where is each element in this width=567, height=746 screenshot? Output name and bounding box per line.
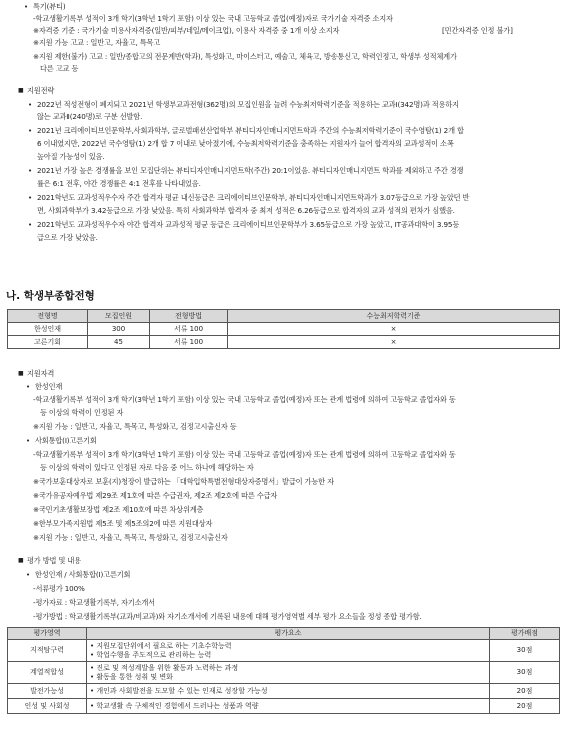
paragraph-line: ※지원 가능 : 일반고, 자율고, 특목고, 특성화고, 검정고시출신자 xyxy=(33,533,228,542)
table-row xyxy=(8,640,560,662)
table-header-row xyxy=(8,628,560,640)
square-bullet-icon: ■ xyxy=(18,557,24,564)
square-bullet-icon: ■ xyxy=(18,87,24,94)
paragraph-line: ※국가유공자예우법 제29조 제1호에 따른 수급권자, 제2조 제2호에 따른 수급자 xyxy=(33,491,278,500)
table-header-cell: 전형명 xyxy=(8,310,88,323)
table-header-cell: 평가요소 xyxy=(87,628,490,640)
subsection-title: 한성인재 xyxy=(35,382,63,391)
table-cell: 45 xyxy=(88,336,150,349)
paragraph-line: 면, 사회과학부가 3.42등급으로 가장 낮았음. 특히 사회과학부 합격자 중 최저 성적은 6.26등급으로 합격자의 교과 성적의 편차가 심했음. xyxy=(37,206,455,215)
table-header-row xyxy=(8,310,560,323)
paragraph-line: 급으로 가장 낮았음. xyxy=(37,233,98,242)
paragraph-line: 률은 6:1 전후, 야간 경쟁률은 4:1 전후를 나타내었음. xyxy=(37,179,201,188)
section-strategy-title: 지원전략 xyxy=(27,86,55,95)
paragraph-line: ※국가보훈대상자로 보훈(지)청장이 발급하는 「대학입학특별전형대상자증명서」발급이 가능한 자 xyxy=(33,477,334,486)
table-cell: 300 xyxy=(88,323,150,336)
list-item: • 활동을 통한 성취 및 변화 xyxy=(90,672,173,681)
table-row xyxy=(8,699,560,714)
paragraph-line: ※지원 가능 : 일반고, 자율고, 특목고, 특성화고, 검정고시출신자 등 xyxy=(33,422,237,431)
paragraph-line: [민간자격증 인정 불가] xyxy=(442,26,513,35)
evaluation-table xyxy=(7,627,560,714)
paragraph-line: -학교생활기록부 성적이 3개 학기(3학년 1학기 포함) 이상 있는 국내 고등학교 졸업(예정)자로 국가기술 자격증 소지자 xyxy=(33,14,393,23)
paragraph-line: ※자격증 기준 : 국가기술 미용사자격증(일반/피부/네일/메이크업), 이용사 자격증 중 1개 이상 소지자 xyxy=(33,26,340,35)
paragraph-line: 2021학년도 교과성적우수자 야간 합격자 교과성적 평균 등급은 크리에이티브인문학부가 3.65등급으로 가장 높았고, IT공과대학이 3.95등 xyxy=(37,220,460,229)
bullet-icon: • xyxy=(26,571,31,579)
table-row xyxy=(8,336,560,349)
square-bullet-icon: ■ xyxy=(18,370,24,377)
table-row xyxy=(8,323,560,336)
bullet-icon: • xyxy=(28,127,33,135)
table-cell: 30점 xyxy=(490,662,560,684)
bullet-icon: • xyxy=(26,437,31,445)
paragraph-line: 등 이상의 학력이 인정된 자 xyxy=(40,408,124,417)
bullet-icon: • xyxy=(28,101,33,109)
paragraph-line: 2022년 적성전형이 폐지되고 2021년 학생부교과전형(362명)의 모집인원을 늘려 수능최저학력기준을 적용하는 교과Ⅰ(342명)과 적용하지 xyxy=(37,100,459,109)
table-cell: 서류 100 xyxy=(150,323,228,336)
table-cell: 30점 xyxy=(490,640,560,662)
section-heading: 나. 학생부종합전형 xyxy=(6,290,95,302)
paragraph-line: 6 이내였지만, 2022년 국수영탐(1) 2개 합 7 이내로 낮아졌기에, 수능최저학력기준을 충족하는 지원자가 늘어 합격자의 교과성적이 소폭 xyxy=(37,139,454,148)
paragraph-line: -학교생활기록부 성적이 3개 학기(3학년 1학기 포함) 이상 있는 국내 고등학교 졸업(예정)자 또는 관계 법령에 의하여 고등학교 졸업자와 동 xyxy=(33,395,456,404)
table-cell: 인성 및 사회성 xyxy=(8,699,87,714)
paragraph-line: ※국민기초생활보장법 제2조 제10호에 따른 차상위계층 xyxy=(33,505,204,514)
paragraph-line: -평가방법 : 학교생활기록부(교과/비교과)와 자기소개서에 기록된 내용에 대해 평가영역별 세부 평가 요소들을 정성 종합 평가함. xyxy=(33,612,422,621)
paragraph-line: 높아질 가능성이 있음. xyxy=(37,152,105,161)
table-header-cell: 평가배점 xyxy=(490,628,560,640)
paragraph-line: -서류평가 100% xyxy=(33,584,85,593)
section-eligibility-title: 지원자격 xyxy=(27,369,55,378)
paragraph-line: 2021년 크리에이티브인문학부,사회과학부, 글로벌패션산업학부 뷰티디자인매니지먼트학과 주간의 수능최저학력기준이 국수영탐(1) 2개 합 xyxy=(37,126,464,135)
table-cell: 발전가능성 xyxy=(8,684,87,699)
table-cell: • 개인과 사회발전을 도모할 수 있는 인재로 성장할 가능성 xyxy=(87,684,490,699)
table-cell: 한성인재 xyxy=(8,323,88,336)
bullet-icon: • xyxy=(26,383,31,391)
admission-table xyxy=(7,309,560,349)
section-talent-beauty-title: 특기(뷰티) xyxy=(33,2,66,11)
paragraph-line: ※지원 가능 고교 : 일반고, 자율고, 특목고 xyxy=(33,38,161,47)
paragraph-line: ※지원 제한(불가) 고교 : 일반/종합고의 전문계반(학과), 특성화고, 마이스터고, 예술고, 체육고, 방송통신고, 학력인정고, 학생부 성적체계가 xyxy=(33,52,457,61)
table-cell xyxy=(87,640,490,662)
table-cell xyxy=(87,662,490,684)
paragraph-line: 않는 교과Ⅱ(240명)로 구분 선발함. xyxy=(37,112,143,121)
bullet-icon: • xyxy=(28,194,33,202)
section-evaluation-title: 평가 방법 및 내용 xyxy=(27,556,81,565)
table-cell: 20점 xyxy=(490,699,560,714)
bullet-icon: • xyxy=(28,221,33,229)
table-cell: × xyxy=(228,336,560,349)
paragraph-line: -평가자료 : 학교생활기록부, 자기소개서 xyxy=(33,598,155,607)
table-header-cell: 수능최저학력기준 xyxy=(228,310,560,323)
table-row xyxy=(8,662,560,684)
bullet-icon: • xyxy=(24,3,29,11)
list-item: • 학업수행을 주도적으로 관리하는 능력 xyxy=(90,650,212,659)
paragraph-line: -학교생활기록부 성적이 3개 학기(3학년 1학기 포함) 이상 있는 국내 고등학교 졸업(예정)자 또는 관계 법령에 의하여 고등학교 졸업자와 동 xyxy=(33,450,456,459)
paragraph-line: 등 이상의 학력이 있다고 인정된 자로 다음 중 어느 하나에 해당하는 자 xyxy=(40,463,254,472)
table-cell: 20점 xyxy=(490,684,560,699)
paragraph-line: ※한부모가족지원법 제5조 및 제5조의2에 따른 지원대상자 xyxy=(33,519,213,528)
table-row xyxy=(8,684,560,699)
table-cell: 서류 100 xyxy=(150,336,228,349)
table-cell: • 학교생활 속 구체적인 경험에서 드러나는 성품과 역량 xyxy=(87,699,490,714)
table-header-cell: 전형방법 xyxy=(150,310,228,323)
table-cell: × xyxy=(228,323,560,336)
table-cell: 계열적합성 xyxy=(8,662,87,684)
list-item: • 진로 및 적성계발을 위한 활동과 노력하는 과정 xyxy=(90,664,239,672)
table-cell: 고른기회 xyxy=(8,336,88,349)
table-header-cell: 평가영역 xyxy=(8,628,87,640)
paragraph-line: 다른 고교 등 xyxy=(40,64,79,73)
bullet-icon: • xyxy=(28,167,33,175)
table-header-cell: 모집인원 xyxy=(88,310,150,323)
subsection-title: 한성인재 / 사회통합(Ⅰ)고른기회 xyxy=(35,570,131,579)
paragraph-line: 2021년 가장 높은 경쟁률을 보인 모집단위는 뷰티디자인매니지먼트학(주간) 20:1이었음. 뷰티디자인매니지먼트 학과를 제외하고 주간 경쟁 xyxy=(37,166,464,175)
subsection-title: 사회통합(Ⅰ)고른기회 xyxy=(35,436,97,445)
table-cell: 지적탐구력 xyxy=(8,640,87,662)
paragraph-line: 2021학년도 교과성적우수자 주간 합격자 평균 내신등급은 크리에이티브인문학부, 뷰티디자인매니지먼트학과가 3.07등급으로 가장 높았던 반 xyxy=(37,193,470,202)
list-item: • 지원모집단위에서 필요로 하는 기초수학능력 xyxy=(90,642,232,650)
